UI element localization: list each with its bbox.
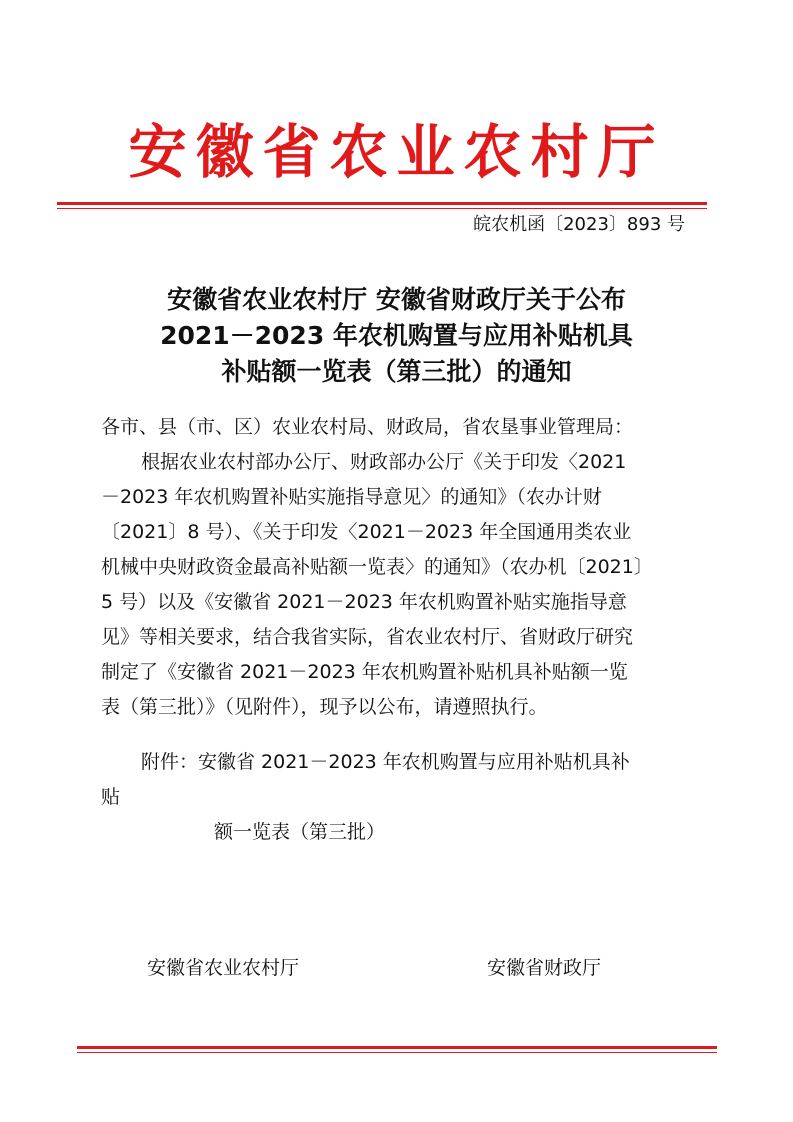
salutation-text: 各市、县（市、区）农业农村局、财政局，省农垦事业管理局： (101, 416, 634, 438)
title-line: 安徽省农业农村厅 安徽省财政厅关于公布 (167, 285, 626, 314)
footer-rule-thin (77, 1052, 717, 1053)
body-line: 根据农业农村部办公厅、财政部办公厅《关于印发〈2021 (141, 451, 627, 473)
signature-agriculture-dept: 安徽省农业农村厅 (147, 957, 300, 979)
body-paragraph (101, 445, 697, 725)
title-line: 2021－2023 年农机购置与应用补贴机具 (160, 321, 633, 350)
body-line: 表（第三批）》（见附件），现予以公布，请遵照执行。 (101, 696, 548, 718)
body-line: －2023 年农机购置补贴实施指导意见〉的通知》（农办计财 (101, 486, 602, 508)
attachment-line: 贴 (101, 786, 121, 808)
body-line: 机械中央财政资金最高补贴额一览表〉的通知》（农办机〔2021〕 (101, 556, 653, 578)
footer-rule-thick (77, 1046, 717, 1049)
attachment-line: 附件：安徽省 2021－2023 年农机购置与应用补贴机具补 (141, 751, 630, 773)
document-title (80, 282, 713, 390)
body-line: 见》等相关要求，结合我省实际，省农业农村厅、省财政厅研究 (101, 626, 634, 648)
salutation (101, 410, 697, 445)
title-line: 补贴额一览表（第三批）的通知 (221, 357, 572, 386)
attachment-line: 额一览表（第三批） (214, 821, 386, 843)
body-line: 〔2021〕8 号）、《关于印发〈2021－2023 年全国通用类农业 (101, 521, 632, 543)
attachment-note-continued (101, 815, 697, 850)
attachment-note (101, 745, 697, 815)
body-line: 5 号）以及《安徽省 2021－2023 年农机购置补贴实施指导意 (101, 591, 627, 613)
masthead-title: 安徽省农业农村厅 (128, 118, 665, 186)
signature-finance-dept: 安徽省财政厅 (487, 957, 602, 979)
masthead-rule-thick (57, 202, 707, 205)
body-line: 制定了《安徽省 2021－2023 年农机购置补贴机具补贴额一览 (101, 661, 628, 683)
document-number: 皖农机函〔2023〕893 号 (473, 214, 685, 235)
masthead-rule-thin (57, 208, 707, 209)
